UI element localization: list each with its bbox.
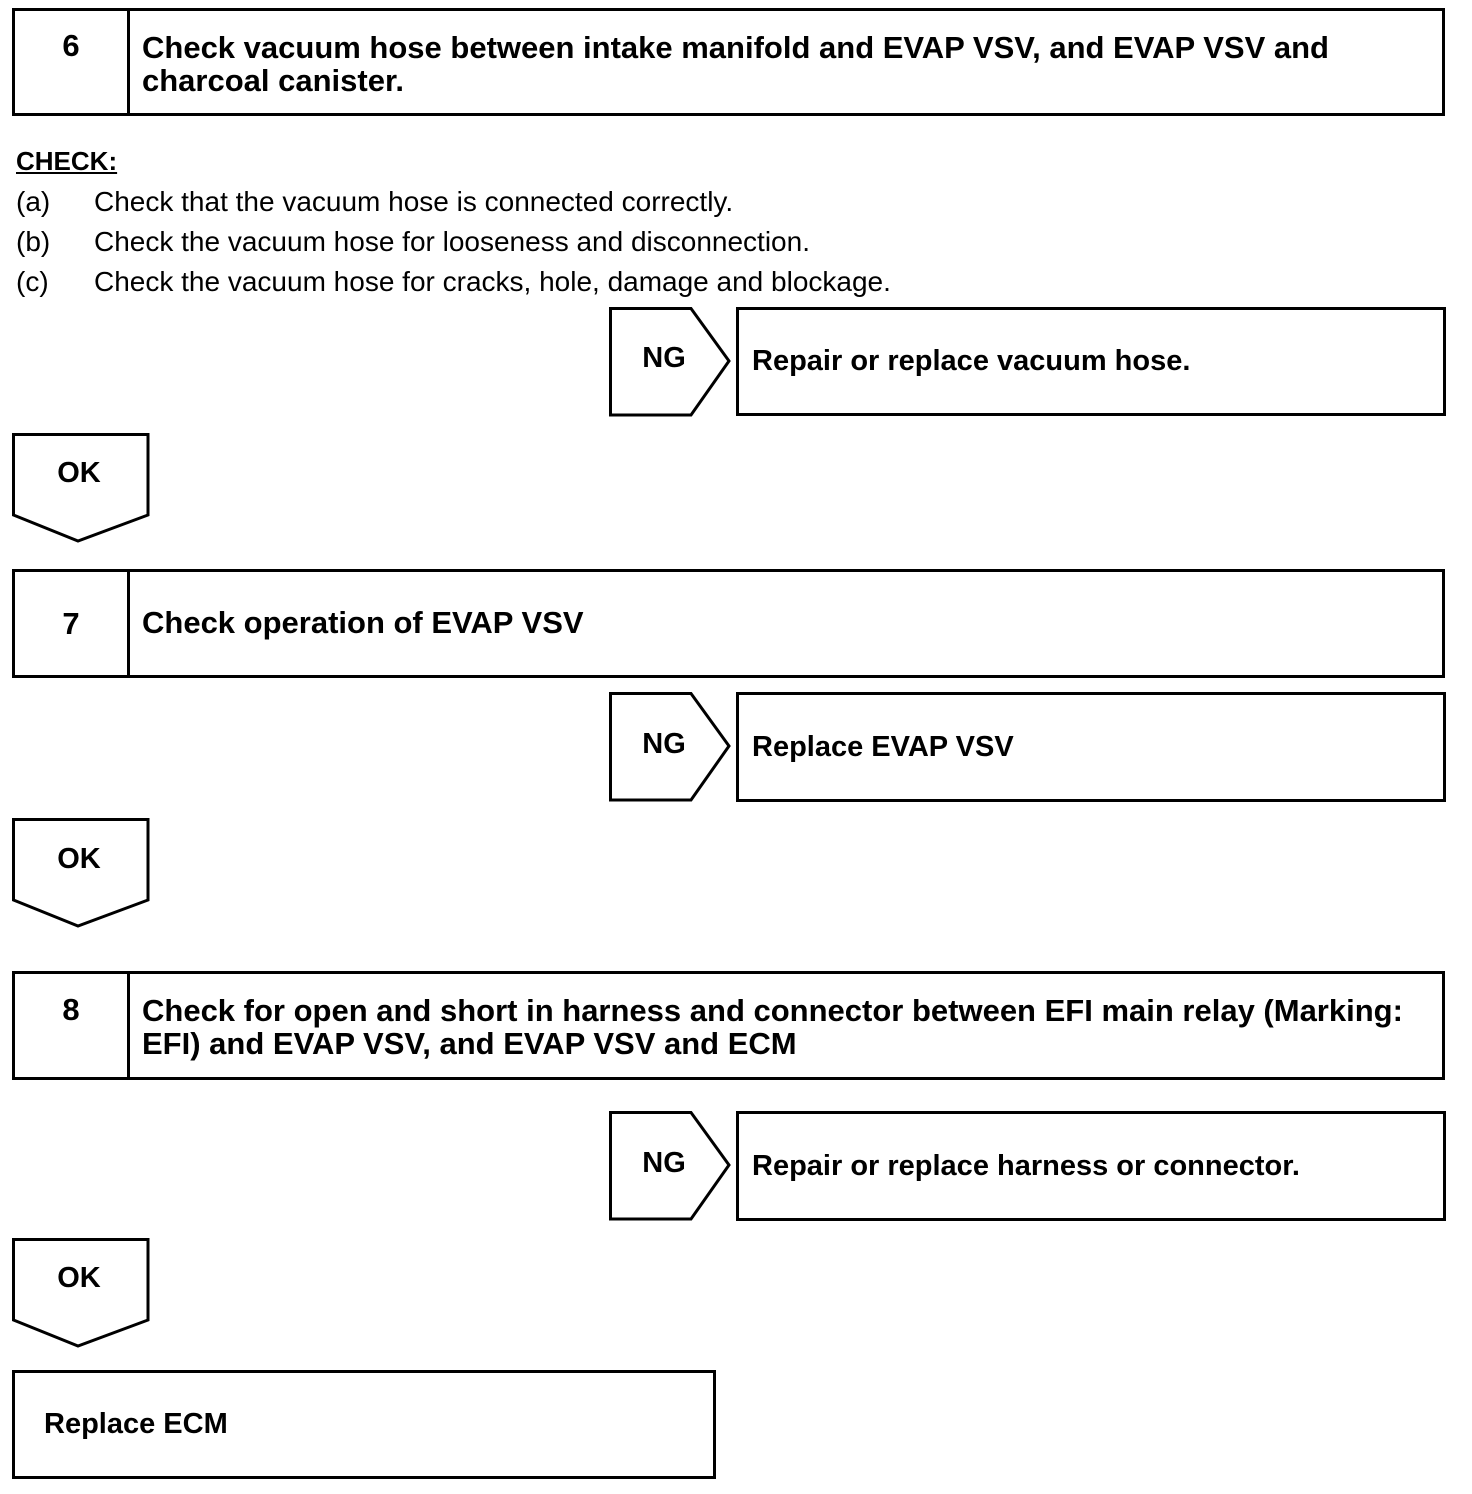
ok-label: OK xyxy=(57,843,101,875)
ng-label: NG xyxy=(642,342,686,374)
step-7-box xyxy=(12,569,1445,678)
check-heading: CHECK: xyxy=(16,146,118,176)
step-title: Check operation of EVAP VSV xyxy=(142,605,584,640)
check-item-b xyxy=(16,227,810,257)
ng-action-box: Repair or replace harness or connector. xyxy=(736,1111,1446,1221)
ok-label: OK xyxy=(57,1262,101,1294)
check-item-text: Check the vacuum hose for looseness and disconnection. xyxy=(94,226,810,257)
check-item-label: (c) xyxy=(16,266,49,297)
step-number: 8 xyxy=(15,974,130,1077)
ng-action-box: Replace EVAP VSV xyxy=(736,692,1446,802)
check-item-c xyxy=(16,267,891,297)
ok-label: OK xyxy=(57,457,101,489)
ng-label: NG xyxy=(642,1147,686,1179)
step-title: Check for open and short in harness and connector between EFI main relay (Marking: EFI) and EVAP VSV, and EVAP VSV and ECM xyxy=(142,993,1403,1061)
ng-action-box: Repair or replace vacuum hose. xyxy=(736,307,1446,416)
check-item-label: (a) xyxy=(16,186,51,217)
final-action-box: Replace ECM xyxy=(12,1370,716,1479)
ng-label: NG xyxy=(642,728,686,760)
step-title: Check vacuum hose between intake manifold and EVAP VSV, and EVAP VSV and charcoal canister. xyxy=(142,30,1329,98)
check-item-text: Check the vacuum hose for cracks, hole, damage and blockage. xyxy=(94,266,891,297)
step-number: 7 xyxy=(15,572,130,675)
check-item-a xyxy=(16,187,733,217)
step-6-box xyxy=(12,8,1445,116)
check-item-text: Check that the vacuum hose is connected correctly. xyxy=(94,186,734,217)
step-8-box xyxy=(12,971,1445,1080)
step-number: 6 xyxy=(15,11,130,113)
check-item-label: (b) xyxy=(16,226,51,257)
